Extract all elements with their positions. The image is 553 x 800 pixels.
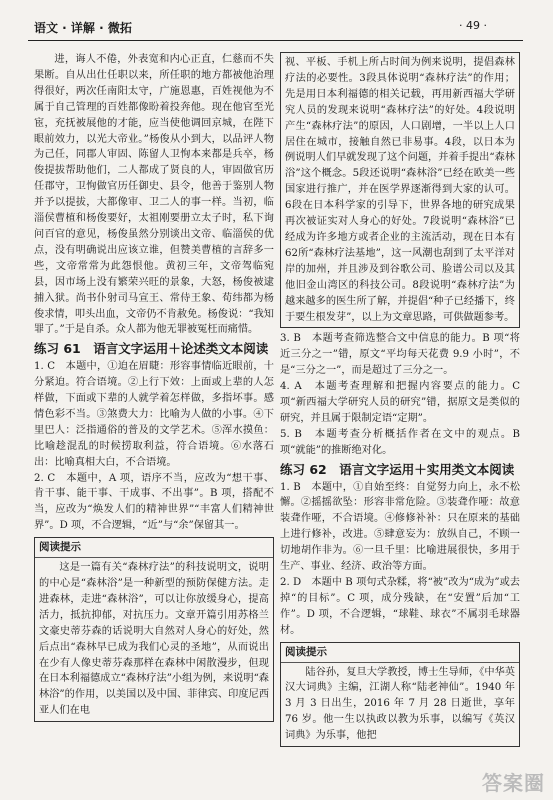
reading-tip-text-2: 陆谷孙，复旦大学教授，博士生导师，《中华英汉大词典》主编，江湖人称“陆老神仙”。1940 年 3 月 3 日出生，2016 年 7 月 28 日逝世，享年 76 岁。他一生以执政以教为乐事，以编写《英汉词典》为乐事，他把 — [285, 666, 515, 742]
reading-tip-title: 阅读提示 — [35, 540, 273, 558]
right-column — [280, 52, 520, 747]
header-rule — [28, 40, 523, 41]
page-number: · 49 · — [459, 19, 487, 32]
left-column — [34, 52, 274, 722]
exercise-61-answer-4: 4. A 本题考查理解和把握内容要点的能力。C 项“新西福大学研究人员的研究”错，据原文是类似的研究，并且属于限制定语“定期”。 — [280, 381, 520, 424]
exercise-61-answer-3: 3. B 本题考查筛选整合文中信息的能力。B 项“将近三分之一”错，原文“平均每天花费 9.9 小时”，不是“三分之一”，而是超过了三分之一。 — [280, 333, 520, 377]
exercise-61-title: 练习 61 语言文字运用＋论述类文本阅读 — [34, 341, 269, 357]
translation-text: 进，诲人不倦，外表宽和内心正直，仁慈而不失果断。自从出仕任职以来，所任职的地方都被他治理得很好，两次任南阳太守，广施恩惠，百姓视他为不属于自己管理的百姓都像盼着投奔他。现在他官至光宦，充抚被展他的才能，应当使他调回京城，在陛下眼前效力，以光大帝业。”杨俊从小到大，以品评人物为己任，同郡人审固、陈留人卫恂本来都是兵卒，杨俊提拔帮助他们，二人都成了贤良的人，审固做官历任郡守，卫恂做官历任御史、县令，他善于鉴别人物并予以提拔，大都像审、卫二人的事一样。当初，临淄侯曹植和杨俊要好，太祖刚要册立太子时，私下询问百官的意见，杨俊虽然分别谈出文帝、临淄侯的优点，没有明确说出应该立谁，但赞美曹植的言辞多一些，文帝常常为此怨恨他。黄初三年，文帝驾临宛县，因市场上没有繁荣兴旺的景象，大怒，杨俊被逮捕入狱。尚书仆射司马宣王、常侍王象、荀纬都为杨俊求情，叩头出血，文帝仍不肯赦免。杨俊说：“我知罪了。”于是自杀。众人都为他无罪被冤枉而痛惜。 — [34, 54, 274, 336]
reading-tip-box-2 — [280, 642, 520, 747]
continued-tip-box — [280, 52, 520, 328]
exercise-61-answer-2: 2. C 本题中，A 项，语序不当，应改为“想干事、肯干事、能干事、干成事、不出事”。B 项，搭配不当，应改为“焕发人们的精神世界”“丰富人们精神世界”。D 项，不合逻辑，“近”与“余”保留其一。 — [34, 472, 274, 532]
exercise-62-answer-1: 1. B 本题中，①自始至终：自觉努力向上，永不松懈。②摇摇欲坠：形容非常危险。③装聋作哑：故意装聋作哑，不合语境。④修修补补：只在原来的基础上进行修补，改进。⑤肆意妄为：放纵自己，不顾一切地胡作非为。⑥一旦千里：比喻进展很快，多用于生产、事业、经济、政治等方面。 — [280, 481, 520, 573]
reading-tip-box — [34, 537, 274, 722]
exercise-61-answer-5: 5. B 本题考查分析概括作者在文中的观点。B 项“就能”的推断绝对化。 — [280, 428, 520, 456]
reading-tip-text: 这是一篇有关“森林疗法”的科技说明文，说明的中心是“森林浴”是一种新型的预防保健方法。走进森林，走进“森林浴”，可以让你放缓身心，提高活力，抵抗抑郁，对抗压力。文章开篇引用苏格兰文豪史蒂芬森的话说明大自然对人身心的好处，然后点出“森林早已成为我们心灵的圣地”，从而说出在少有人像史蒂芬森那样在森林中闲散漫步，但现在日本利福德成立“森林疗法”小组为例，来说明“森林浴”的作用，以美国以及中国、菲律宾、印度尼西亚人们在电 — [39, 562, 269, 717]
continued-tip-text: 视、平板、手机上所占时间为例来说明，提倡森林疗法的必要性。3段具体说明“森林疗法”的作用；先是用日本利福德的相关记载，再用新西福大学研究人员的发现来说明“森林疗法”的好处。4段说明产生“森林疗法”的原因，人口剧增，一半以上人口居住在城市，接触自然已非易事。4段，以日本为例说明人们早就发现了这个问题，并着手提出“森林浴”这个概念。5段还说明“森林浴”已经在欧美一些国家进行推广，并在医学界逐渐得到大家的认可。6段在日本科学家的引导下，世界各地的研究成果再次被证实对人身心的好处。7段说明“森林浴”已经成为许多地方或者企业的主流活动，现在日本有62所“森林疗法基地”，这一风潮也刮到了太平洋对岸的加州，并且涉及到谷歌公司、脸谱公司以及其他旧金山湾区的科技公司。8段说明“森林疗法”为越来越多的医生所了解，并提倡“种子已经播下，终于要生根发芽”，以上为文章思路，可供做题参考。 — [285, 57, 515, 323]
reading-tip-title-2: 阅读提示 — [281, 645, 519, 663]
exercise-62-title: 练习 62 语言文字运用＋实用类文本阅读 — [280, 461, 515, 477]
header-title: 语文 · 详解 · 微拓 — [34, 21, 132, 35]
exercise-61-answer-1: 1. C 本题中，①迫在眉睫：形容事情临近眼前，十分紧迫。符合语境。②上行下效：上面或上辈的人怎样做，下面或下辈的人就学着怎样做，多指坏事。感情色彩不当。③煞费大力：比喻为人做的小事。④下里巴人：泛指通俗的普及的文学艺术。⑤浑水摸鱼：比喻趁混乱的时候捞取利益，符合语境。⑥水落石出：比喻真相大白，不合语境。 — [34, 361, 274, 468]
watermark-logo: 答案圈 — [482, 771, 545, 795]
exercise-62-answer-2: 2. D 本题中 B 项句式杂糅，将“被”改为“成为”或去掉“的目标”。C 项，成分残缺，在“安置”后加“工作”。D 项，不合逻辑，“球鞋、球衣”不属羽毛球器材。 — [280, 577, 520, 636]
